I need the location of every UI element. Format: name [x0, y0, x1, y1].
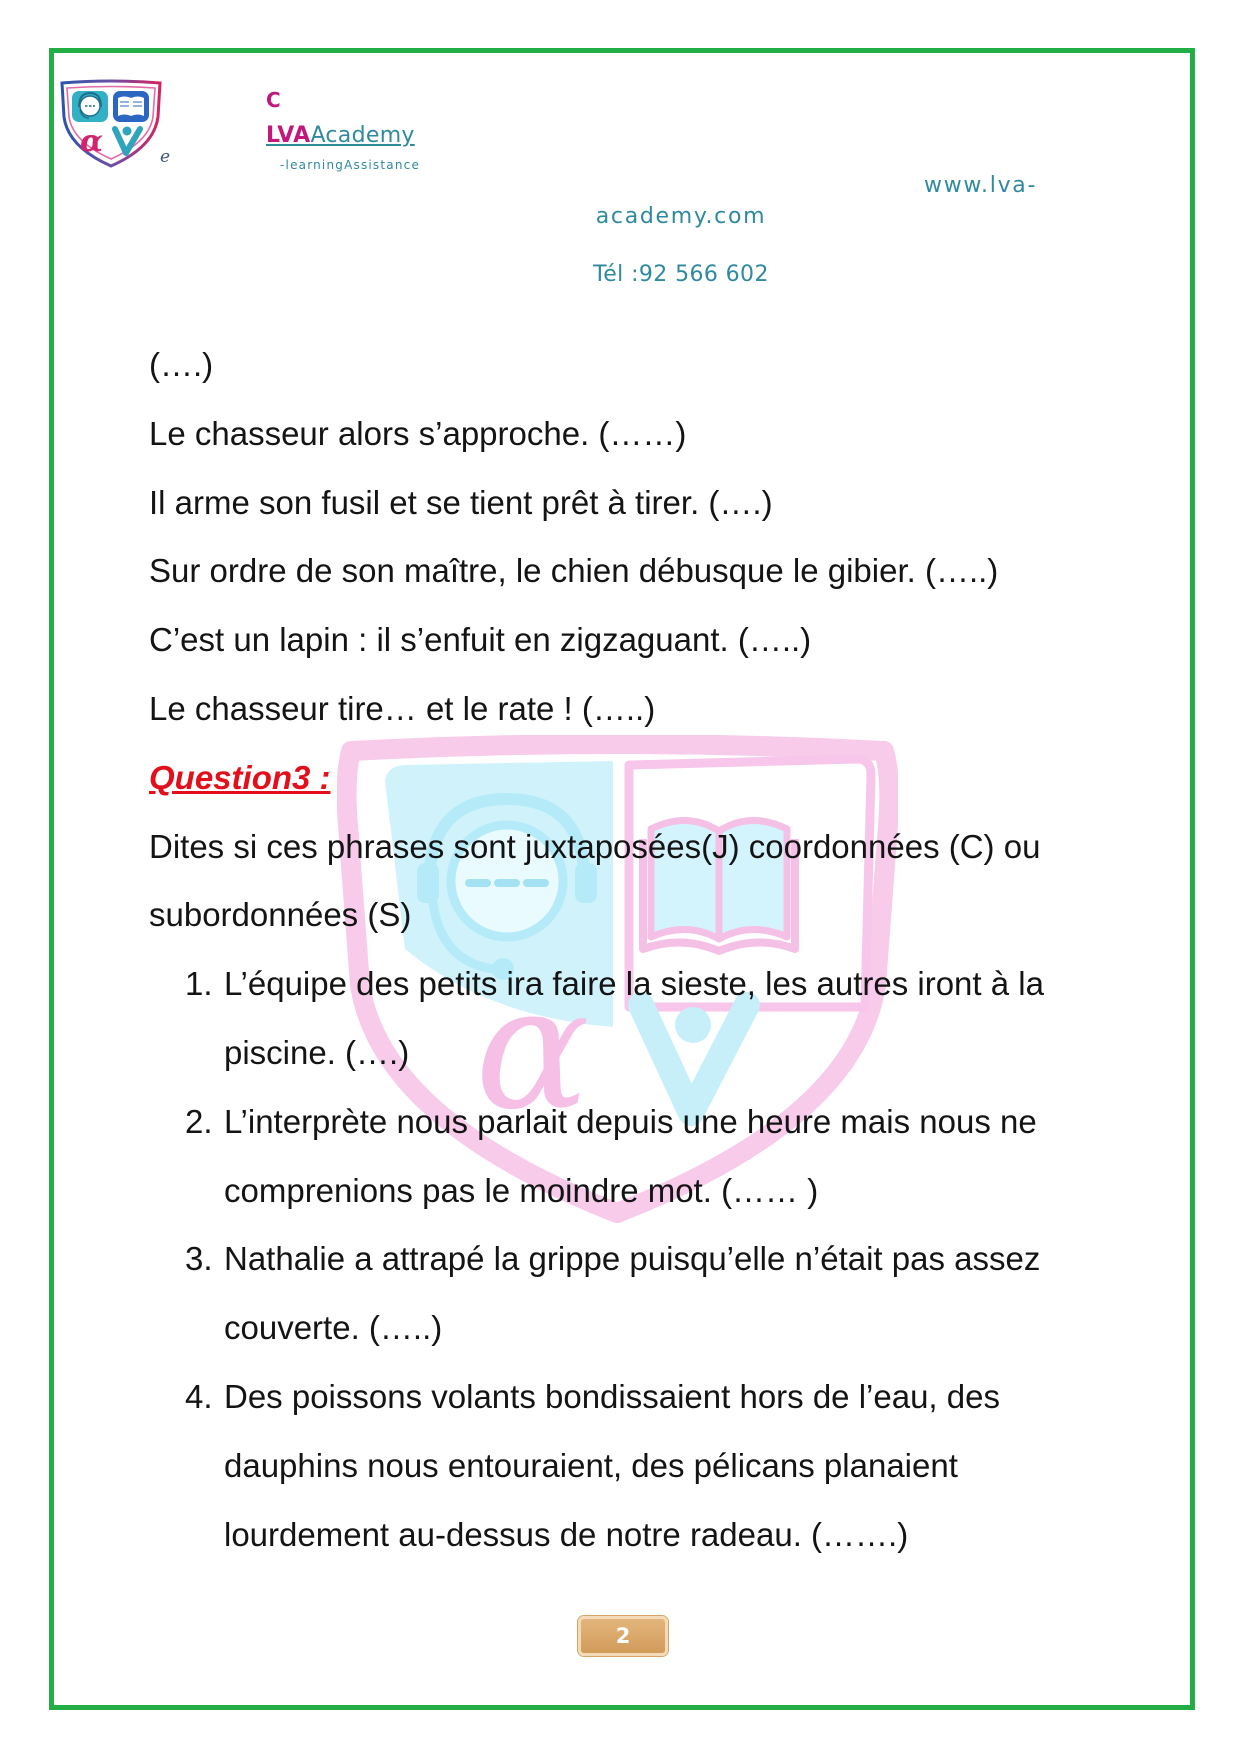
book-icon: [113, 91, 149, 122]
text-line: Sur ordre de son maître, le chien débusque le gibier. (…..): [149, 552, 999, 590]
question-title: Question3 :: [149, 758, 331, 796]
document-body: [149, 331, 1044, 1569]
list-item-line: L’équipe des petits ira faire la sieste, les autres iront à la: [224, 965, 1044, 1003]
text-line: Le chasseur alors s’approche. (……): [149, 414, 687, 452]
brand-lva: LVA: [266, 123, 311, 148]
list-item-line: comprenions pas le moindre mot. (…… ): [224, 1171, 819, 1209]
list-number: 2.: [185, 1102, 213, 1140]
academy-shield-logo: [58, 79, 164, 169]
alpha-glyph: α: [80, 124, 104, 159]
list-item: [149, 1225, 1044, 1363]
alpha-glyph: α: [475, 950, 590, 1148]
sentence-list: [149, 950, 1044, 1569]
brand-tagline: -learningAssistance: [280, 158, 421, 172]
phone-number: Tél :92 566 602: [593, 262, 769, 287]
text-line: C’est un lapin : il s’enfuit en zigzaguant. (…..): [149, 621, 812, 659]
list-item-line: dauphins nous entouraient, des pélicans planaient: [224, 1446, 958, 1484]
list-item-line: lourdement au-dessus de notre radeau. (…….): [224, 1515, 909, 1553]
question-heading: [149, 744, 1044, 813]
website-line-1: www.lva-: [924, 173, 1038, 198]
brand-initial: C: [266, 88, 281, 112]
brand-name: [266, 125, 415, 147]
list-item-line: couverte. (…..): [224, 1309, 443, 1347]
text-line: Il arme son fusil et se tient prêt à tirer. (….): [149, 483, 773, 521]
page-number-badge: 2: [578, 1616, 668, 1656]
list-item-line: Nathalie a attrapé la grippe puisqu’elle n’était pas assez: [224, 1240, 1041, 1278]
list-item-line: L’interprète nous parlait depuis une heure mais nous ne: [224, 1102, 1037, 1140]
question-instruction-line: subordonnées (S): [149, 896, 412, 934]
text-line: (….): [149, 346, 214, 383]
headset-icon: [72, 91, 108, 122]
list-number: 1.: [185, 965, 213, 1003]
logo-e-mark: e: [160, 147, 171, 167]
list-item-line: Des poissons volants bondissaient hors de l’eau, des: [224, 1377, 1000, 1415]
list-number: 3.: [185, 1240, 213, 1278]
list-item: [149, 1363, 1044, 1569]
website-line-2: academy.com: [595, 204, 767, 229]
list-item: [149, 950, 1044, 1088]
list-item: [149, 1088, 1044, 1226]
question-instruction-line: Dites si ces phrases sont juxtaposées(J) coordonnées (C) ou: [149, 827, 1041, 865]
brand-academy: Academy: [310, 123, 415, 148]
text-line: Le chasseur tire… et le rate ! (…..): [149, 689, 656, 727]
list-number: 4.: [185, 1377, 213, 1415]
list-item-line: piscine. (….): [224, 1033, 410, 1071]
